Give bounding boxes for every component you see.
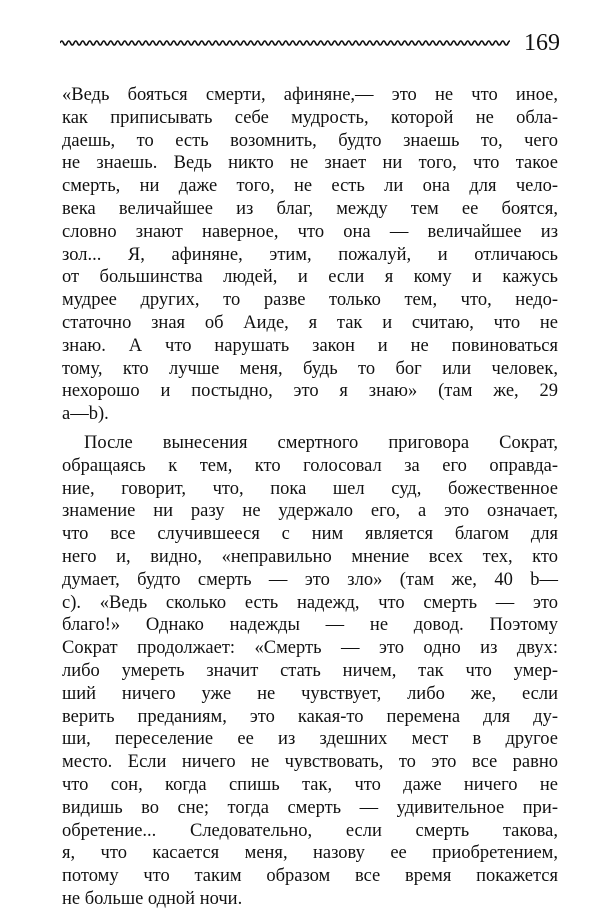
text-line: либо умереть значит стать ничем, так что умер-	[62, 660, 558, 681]
text-line: ние, говорит, что, пока шел суд, божественное	[62, 478, 558, 499]
paragraph	[62, 84, 558, 426]
text-line: верить преданиям, это какая-то перемена для ду-	[62, 706, 558, 727]
text-line: что сон, когда спишь так, что даже ничего не	[62, 774, 558, 795]
text-line: обретение... Следовательно, если смерть такова,	[62, 820, 558, 841]
text-line: знамение ни разу не удержало его, а это означает,	[62, 501, 558, 522]
text-line: a—b).	[62, 404, 109, 425]
decorative-wavy-rule	[60, 36, 510, 50]
text-line: ши, переселение ее из здешних мест в другое	[62, 729, 558, 750]
text-line: него и, видно, «неправильно мнение всех тех, кто	[62, 546, 558, 567]
text-line: статочно зная об Аиде, я так и считаю, что не	[62, 312, 558, 333]
text-line: века величайшее из благ, между тем ее боятся,	[62, 198, 558, 219]
text-line: знаю. А что нарушать закон и не повиноваться	[62, 335, 558, 356]
body-text	[62, 84, 558, 911]
text-line: c). «Ведь сколько есть надежд, что смерть — это	[62, 592, 558, 613]
text-line: обращаясь к тем, кто голосовал за его оправда-	[62, 455, 558, 476]
text-line: потому что таким образом все время покажется	[62, 866, 558, 887]
text-line: мудрее других, то разве только тем, что, недо-	[62, 290, 558, 311]
text-line: После вынесения смертного приговора Сократ,	[84, 432, 558, 453]
text-line: я, что касается меня, назову ее приобретением,	[62, 843, 558, 864]
text-line: тому, кто лучше меня, будь то бог или человек,	[62, 358, 558, 379]
text-line: благо!» Однако надежды — не довод. Поэтому	[62, 615, 558, 636]
text-line: место. Если ничего не чувствовать, то это все равно	[62, 752, 558, 773]
text-line: от большинства людей, и если я кому и кажусь	[62, 267, 558, 288]
text-line: нехорошо и постыдно, это я знаю» (там же, 29	[62, 381, 558, 402]
text-line: даешь, то есть возомнить, будто знаешь то, чего	[62, 130, 558, 151]
text-line: не больше одной ночи.	[62, 888, 243, 909]
text-line: что все случившееся с ним является благом для	[62, 524, 558, 545]
page-number: 169	[524, 30, 560, 56]
text-line: зол... Я, афиняне, этим, пожалуй, и отличаюсь	[62, 244, 558, 265]
text-line: как приписывать себе мудрость, которой не обла-	[62, 107, 558, 128]
text-line: не знаешь. Ведь никто не знает ни того, что такое	[62, 153, 558, 174]
text-line: думает, будто смерть — это зло» (там же, 40 b—	[62, 569, 558, 590]
text-line: ший ничего уже не чувствует, либо же, если	[62, 683, 558, 704]
text-line: «Ведь бояться смерти, афиняне,— это не что иное,	[62, 85, 558, 105]
text-line: словно знают наверное, что она — величайшее из	[62, 221, 558, 242]
text-line: Сократ продолжает: «Смерть — это одно из двух:	[62, 638, 558, 659]
text-line: смерть, ни даже того, не есть ли она для чело-	[62, 176, 558, 197]
text-line: видишь во сне; тогда смерть — удивительное при-	[62, 797, 558, 818]
paragraph	[62, 432, 558, 911]
page-header	[60, 30, 560, 56]
